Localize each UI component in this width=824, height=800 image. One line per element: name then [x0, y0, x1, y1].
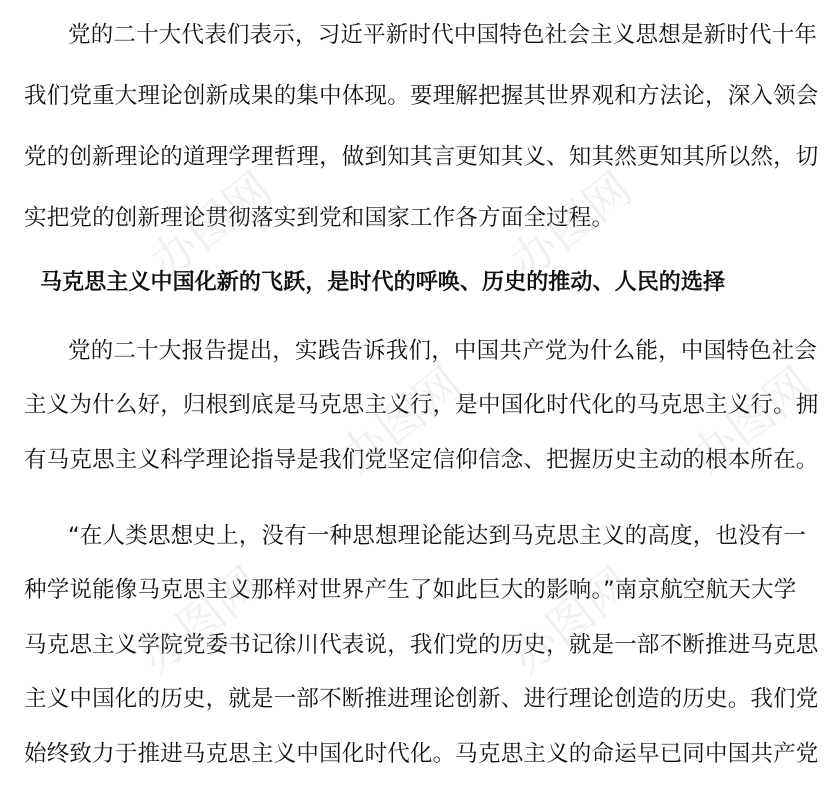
paragraph-2-line-1: 党的二十大报告提出，实践告诉我们，中国共产党为什么能，中国特色社会 — [68, 338, 818, 364]
paragraph-2-line-3: 有马克思主义科学理论指导是我们党坚定信仰信念、把握历史主动的根本所在。 — [24, 447, 819, 473]
paragraph-1-line-4: 实把党的创新理论贯彻落实到党和国家工作各方面全过程。 — [24, 205, 615, 231]
paragraph-1-line-2: 我们党重大理论创新成果的集中体现。要理解把握其世界观和方法论，深入领会 — [24, 83, 819, 109]
paragraph-3-line-4: 主义中国化的历史，就是一部不断推进理论创新、进行理论创造的历史。我们党 — [24, 686, 819, 712]
watermark: 办图网 — [139, 161, 282, 290]
watermark: 办图网 — [679, 356, 822, 485]
paragraph-3-line-3: 马克思主义学院党委书记徐川代表说，我们党的历史，就是一部不断推进马克思 — [24, 632, 819, 658]
watermark: 办图网 — [499, 556, 642, 685]
paragraph-3-line-1: “在人类思想史上，没有一种思想理论能达到马克思主义的高度，也没有一 — [68, 523, 807, 549]
watermark: 办图网 — [129, 556, 272, 685]
paragraph-3-line-5: 始终致力于推进马克思主义中国化时代化。马克思主义的命运早已同中国共产党 — [24, 741, 819, 767]
paragraph-1-line-3: 党的创新理论的道理学理哲理，做到知其言更知其义、知其然更知其所以然，切 — [24, 144, 819, 170]
watermark: 办图网 — [499, 161, 642, 290]
paragraph-3-line-2: 种学说能像马克思主义那样对世界产生了如此巨大的影响。”南京航空航天大学 — [24, 577, 797, 603]
section-heading: 马克思主义中国化新的飞跃，是时代的呼唤、历史的推动、人民的选择 — [40, 270, 726, 295]
paragraph-1-line-1: 党的二十大代表们表示，习近平新时代中国特色社会主义思想是新时代十年 — [68, 22, 818, 48]
paragraph-2-line-2: 主义为什么好，归根到底是马克思主义行，是中国化时代化的马克思主义行。拥 — [24, 392, 819, 418]
watermark: 办图网 — [329, 356, 472, 485]
